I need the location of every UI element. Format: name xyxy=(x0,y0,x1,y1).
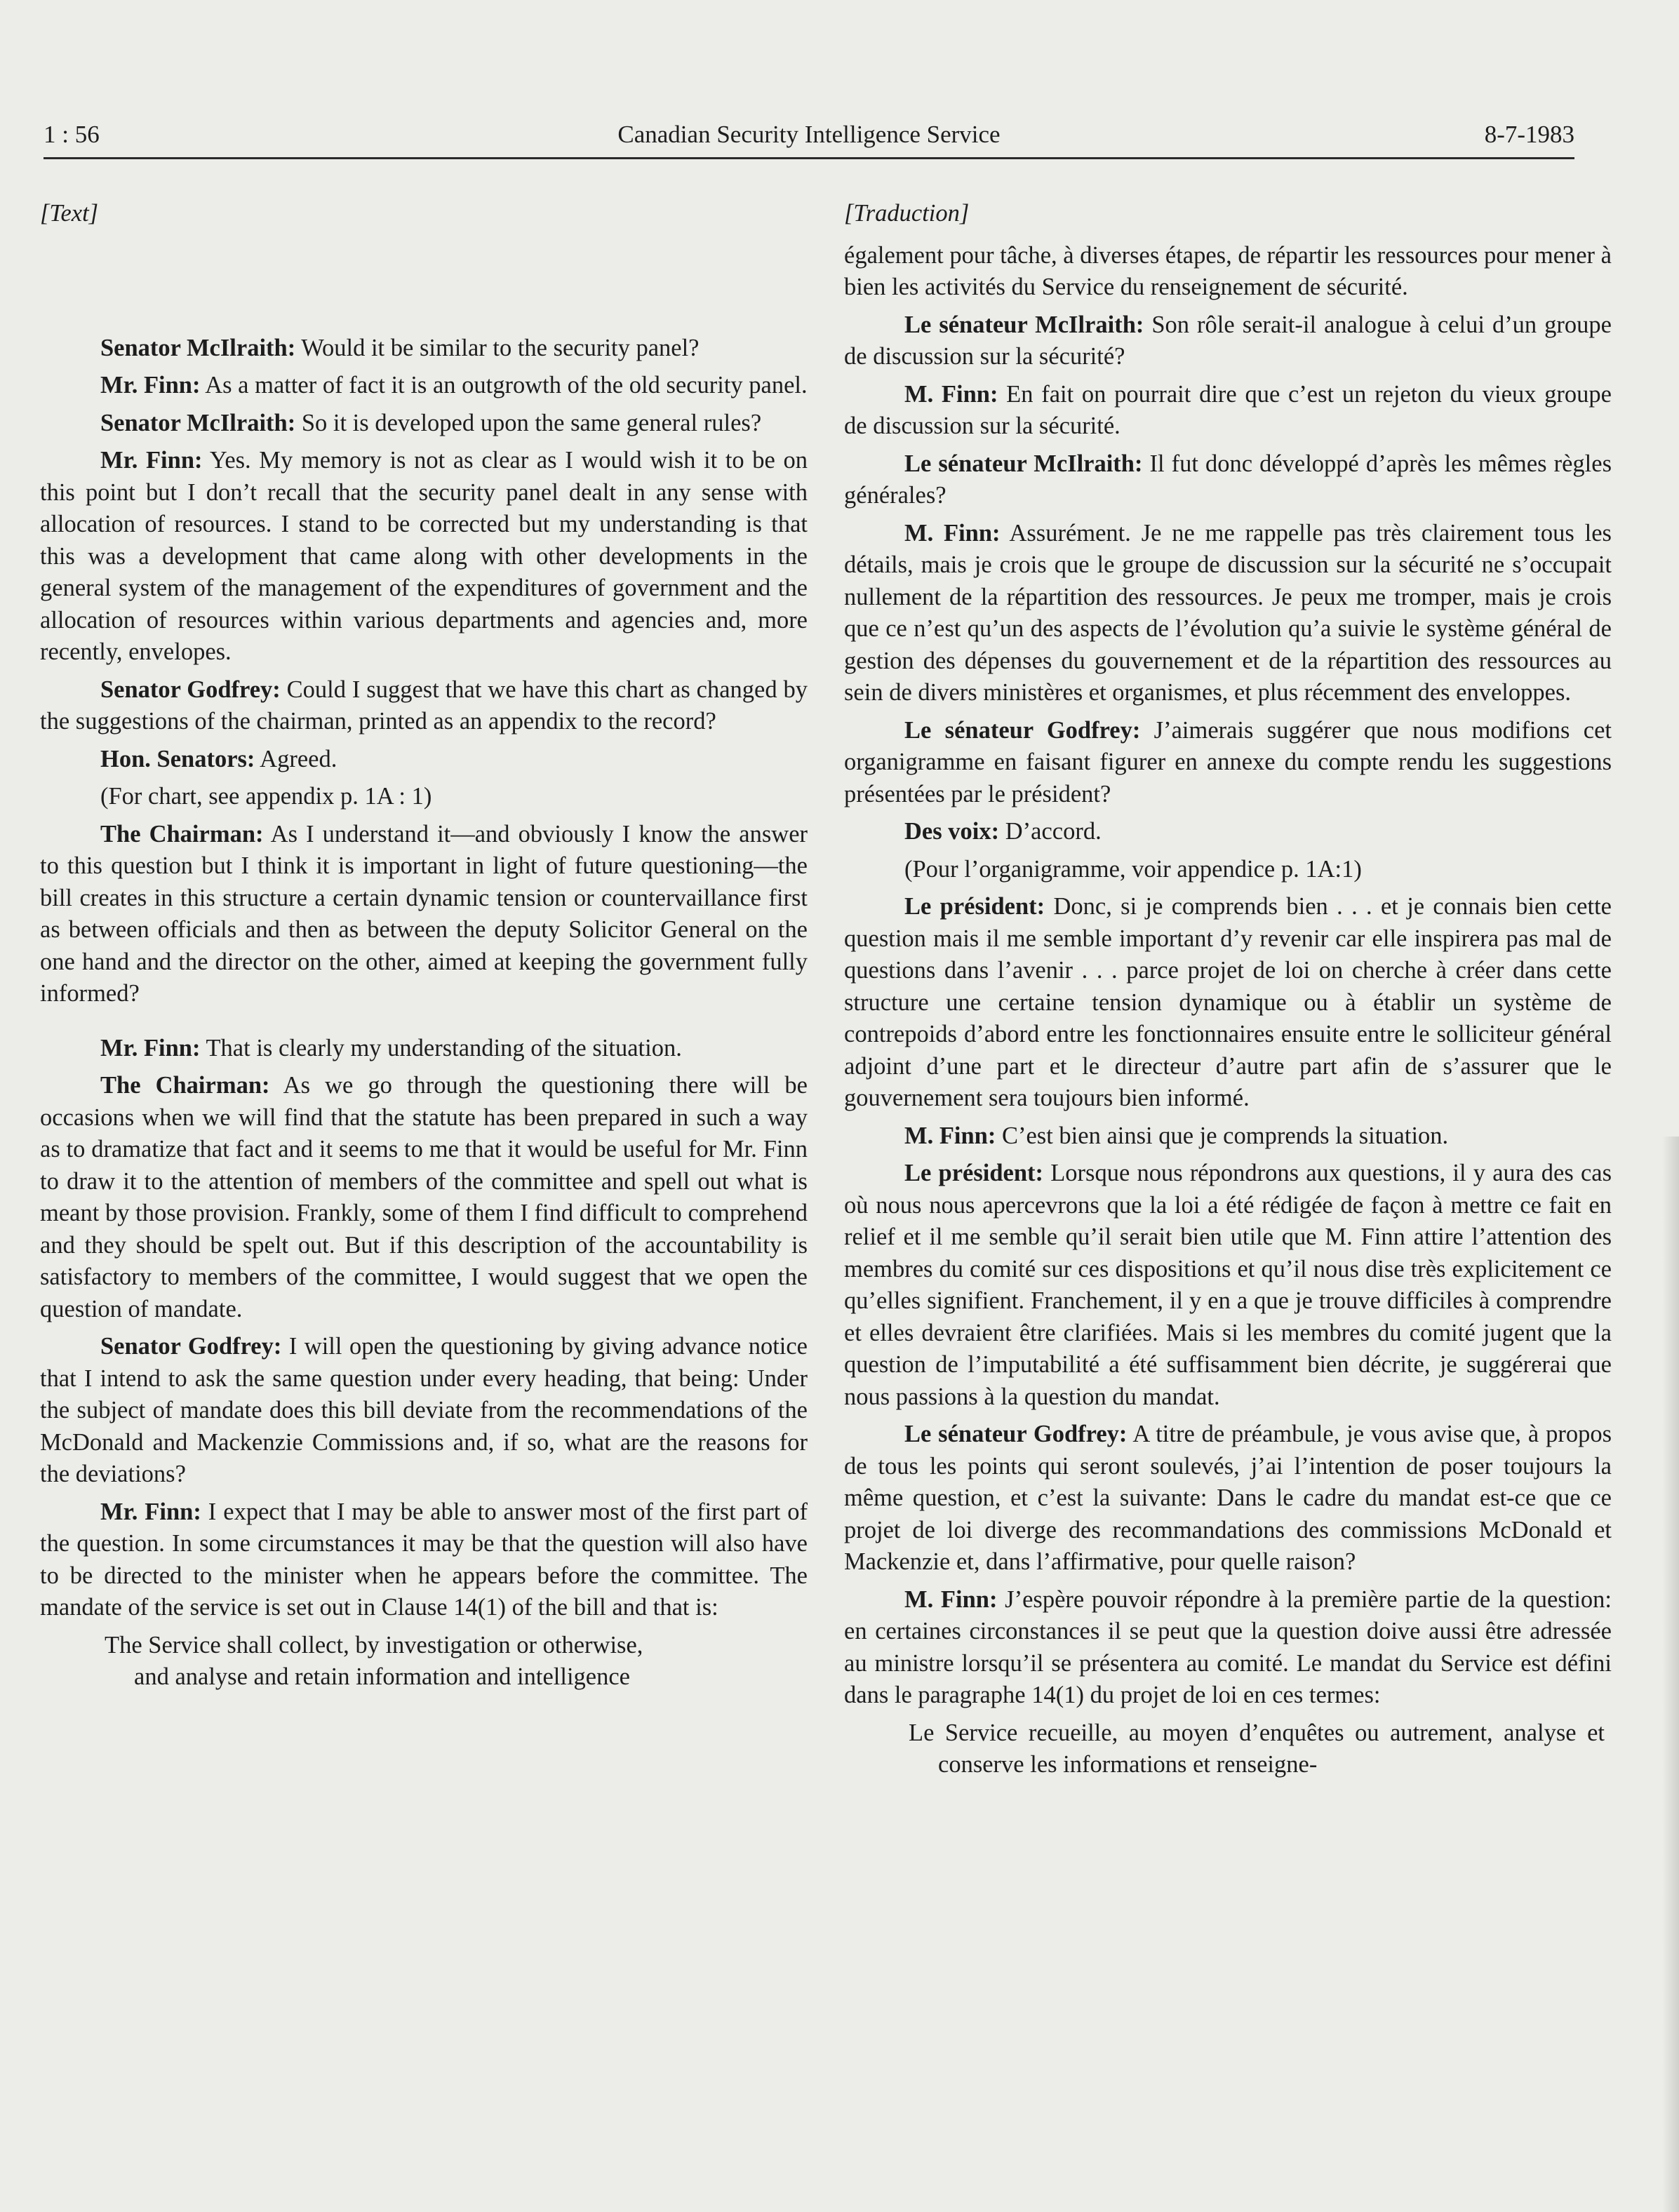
page-number: 1 : 56 xyxy=(44,121,100,148)
paragraph xyxy=(40,1496,808,1624)
paragraph xyxy=(844,518,1612,709)
paragraph-text: (Pour l’organigramme, voir appendice p. 1A:1) xyxy=(904,855,1362,883)
speaker-label: Le sénateur McIlraith: xyxy=(904,311,1144,338)
paragraph xyxy=(844,1120,1612,1153)
paragraph-text: I will open the questioning by giving advance notice that I intend to ask the same question under every heading, that being: Under the subject of mandate does this bill deviate from the recommendations of the McDonald and Mackenzie Commissions and, if so, what are the reasons for the deviations? xyxy=(40,1333,808,1487)
speaker-label: Des voix: xyxy=(904,818,1000,845)
paragraph-text: Lorsque nous répondrons aux questions, il y aura des cas où nous nous apercevrons que la loi a été rédigée de façon à mettre ce fait en relief et il me semble qu’il serait bien utile que M. Finn attire l’attention des membres du comité sur ces dispositions et qu’il nous dise très explicitement ce qu’elles signifient. Franchement, il y en a que je trouve difficiles à comprendre et elles devraient être clarifiées. Mais si les membres du comité jugent que la question de l’imputabilité a été suffisamment bien décrite, je suggérerai que nous passions à la question du mandat. xyxy=(844,1160,1612,1410)
paragraph xyxy=(40,408,808,440)
speaker-label: Le président: xyxy=(904,1160,1044,1186)
paragraph xyxy=(40,1331,808,1491)
speaker-label: Mr. Finn: xyxy=(100,447,203,474)
paragraph-text: C’est bien ainsi que je comprends la situation. xyxy=(996,1122,1449,1149)
paragraph xyxy=(40,1070,808,1325)
paragraph-text: As a matter of fact it is an outgrowth of the old security panel. xyxy=(200,372,808,398)
speaker-label: The Chairman: xyxy=(100,1072,270,1099)
paragraph-text: Il fut donc développé d’après les mêmes règles générales? xyxy=(844,450,1612,509)
speaker-label: The Chairman: xyxy=(100,820,264,847)
speaker-label: Le président: xyxy=(904,893,1045,920)
speaker-label: M. Finn: xyxy=(904,519,1001,547)
paragraph-text: J’aimerais suggérer que nous modifions cet organigramme en faisant figurer en annexe du compte rendu les suggestions présentées par le président? xyxy=(844,716,1612,807)
paragraph xyxy=(40,674,808,738)
speaker-label: M. Finn: xyxy=(904,1586,998,1613)
column-spacer xyxy=(40,1016,808,1033)
column-spacer xyxy=(40,240,808,333)
paragraph-text: Assurément. Je ne me rappelle pas très clairement tous les détails, mais je crois que le groupe de discussion sur la sécurité ne s’occupait nullement de la répartition des ressources. Je peux me tromper, mais je crois que ce n’est qu’un des aspects de l’évolution qu’a suivie le système général de gestion des dépenses du gouvernement et de la répartition des ressources au sein de divers ministères et organismes, et plus récemment des enveloppes. xyxy=(844,519,1612,706)
speaker-label: Le sénateur Godfrey: xyxy=(904,1421,1128,1447)
paragraph xyxy=(844,891,1612,1115)
paragraph-text: As I understand it—and obviously I know the answer to this question but I think it is important in light of future questioning—the bill creates in this structure a certain dynamic tension or countervaillance first as between officials and then as between the deputy Solicitor General on the one hand and the director on the other, aimed at keeping the government fully informed? xyxy=(40,820,808,1007)
paragraph-text: Agreed. xyxy=(255,745,337,772)
speaker-label: Mr. Finn: xyxy=(100,1034,201,1061)
paragraph xyxy=(844,1584,1612,1712)
paragraph: également pour tâche, à diverses étapes, de répartir les ressources pour mener à bien les activités du Service du renseignement de sécurité. xyxy=(844,241,1612,300)
paragraph-text: Son rôle serait-il analogue à celui d’un groupe de discussion sur la sécurité? xyxy=(844,311,1612,370)
speaker-label: Senator Godfrey: xyxy=(100,676,281,703)
paragraph-text: Would it be similar to the security panel? xyxy=(295,334,700,361)
paragraph-text: Donc, si je comprends bien . . . et je connais bien cette question mais il me semble important d’y revenir car elle inspirera pas mal de questions dans l’avenir . . . parce projet de loi on cherche à créer dans cette structure une certaine tension dynamique ou à établir un système de contrepoids d’abord entre les fonctionnaires ensuite entre le solliciteur général adjoint d’une part et le directeur d’autre part afin de s’assurer que le gouvernement sera toujours bien informé. xyxy=(844,893,1612,1111)
paragraph-text: En fait on pourrait dire que c’est un rejeton du vieux groupe de discussion sur la sécurité. xyxy=(844,380,1612,439)
speaker-label: Senator McIlraith: xyxy=(100,334,296,361)
paragraph xyxy=(844,715,1612,811)
paragraph-text: A titre de préambule, je vous avise que, à propos de tous les points qui seront soulevés, j’ai l’intention de poser toujours la même question, et c’est la suivante: Dans le cadre du mandat est-ce que ce projet de loi diverge des recommandations des commissions McDonald et Mackenzie et, dans l’affirmative, pour quelle raison? xyxy=(844,1421,1612,1575)
paragraph xyxy=(40,333,808,365)
paragraph xyxy=(844,309,1612,373)
publication-title: Canadian Security Intelligence Service xyxy=(617,121,1001,148)
paragraph-text: I expect that I may be able to answer most of the first part of the question. In some circumstances it may be that the question will also have to be directed to the minister when he appears before the committee. The mandate of the service is set out in Clause 14(1) of the bill and that is: xyxy=(40,1498,808,1621)
paragraph xyxy=(844,816,1612,848)
paragraph xyxy=(40,370,808,402)
speaker-label: M. Finn: xyxy=(904,380,998,408)
quote-line: and analyse and retain information and intelligence xyxy=(134,1663,630,1690)
paragraph-text: So it is developed upon the same general rules? xyxy=(295,409,762,436)
paragraph xyxy=(844,854,1612,886)
translation-marker: [Traduction] xyxy=(844,200,970,227)
paragraph xyxy=(844,448,1612,512)
paragraph-text: D’accord. xyxy=(999,818,1102,845)
paragraph xyxy=(40,1033,808,1065)
paragraph xyxy=(40,445,808,669)
paragraph-text: That is clearly my understanding of the situation. xyxy=(200,1034,682,1061)
speaker-label: Senator McIlraith: xyxy=(100,409,296,436)
paragraph xyxy=(40,744,808,776)
quote-line: Le Service recueille, au moyen d’enquêtes ou autrement, analyse et conserve les informations et renseigne- xyxy=(909,1719,1605,1778)
page-date: 8-7-1983 xyxy=(1484,121,1574,148)
speaker-label: Hon. Senators: xyxy=(100,745,255,772)
paragraph-text: (For chart, see appendix p. 1A : 1) xyxy=(100,783,432,810)
speaker-label: Le sénateur McIlraith: xyxy=(904,450,1143,477)
paragraph-text: Yes. My memory is not as clear as I would wish it to be on this point but I don’t recall that the security panel dealt in any sense with allocation of resources. I stand to be corrected but my understanding is that this was a development that came along with other developments in the general system of the management of the expenditures of government and the allocation of resources within various departments and agencies and, more recently, envelopes. xyxy=(40,447,808,665)
running-head xyxy=(44,121,1574,159)
speaker-label: Senator Godfrey: xyxy=(100,1333,282,1360)
paragraph xyxy=(844,379,1612,443)
paragraph-text: J’espère pouvoir répondre à la première partie de la question: en certaines circonstances il se peut que la question doive aussi être adressée au ministre lorsqu’il se présentera au comité. Le mandat du Service est défini dans le paragraphe 14(1) du projet de loi en ces termes: xyxy=(844,1586,1612,1708)
english-column xyxy=(40,198,808,1699)
speaker-label: Mr. Finn: xyxy=(100,372,201,398)
block-quote xyxy=(844,1717,1612,1781)
speaker-label: Le sénateur Godfrey: xyxy=(904,716,1141,744)
paragraph xyxy=(40,819,808,1010)
french-column xyxy=(844,198,1612,1787)
quote-line: The Service shall collect, by investigation or otherwise, xyxy=(105,1631,643,1658)
speaker-label: M. Finn: xyxy=(904,1122,996,1149)
paragraph xyxy=(844,1158,1612,1413)
paragraph xyxy=(40,781,808,813)
paragraph-text: Could I suggest that we have this chart as changed by the suggestions of the chairman, printed as an appendix to the record? xyxy=(40,676,808,735)
paragraph-text: As we go through the questioning there will be occasions when we will find that the statute has been prepared in such a way as to dramatize that fact and it seems to me that it would be useful for Mr. Finn to draw it to the attention of members of the committee and spell out what is meant by those provision. Frankly, some of them I find difficult to comprehend and they should be spelt out. But if this description of the accountability is satisfactory to members of the committee, I would suggest that we open the question of mandate. xyxy=(40,1072,808,1322)
page-edge-shadow xyxy=(1662,1137,1679,2212)
block-quote xyxy=(40,1630,808,1694)
text-marker: [Text] xyxy=(40,200,99,227)
paragraph xyxy=(844,1419,1612,1578)
speaker-label: Mr. Finn: xyxy=(100,1498,201,1525)
